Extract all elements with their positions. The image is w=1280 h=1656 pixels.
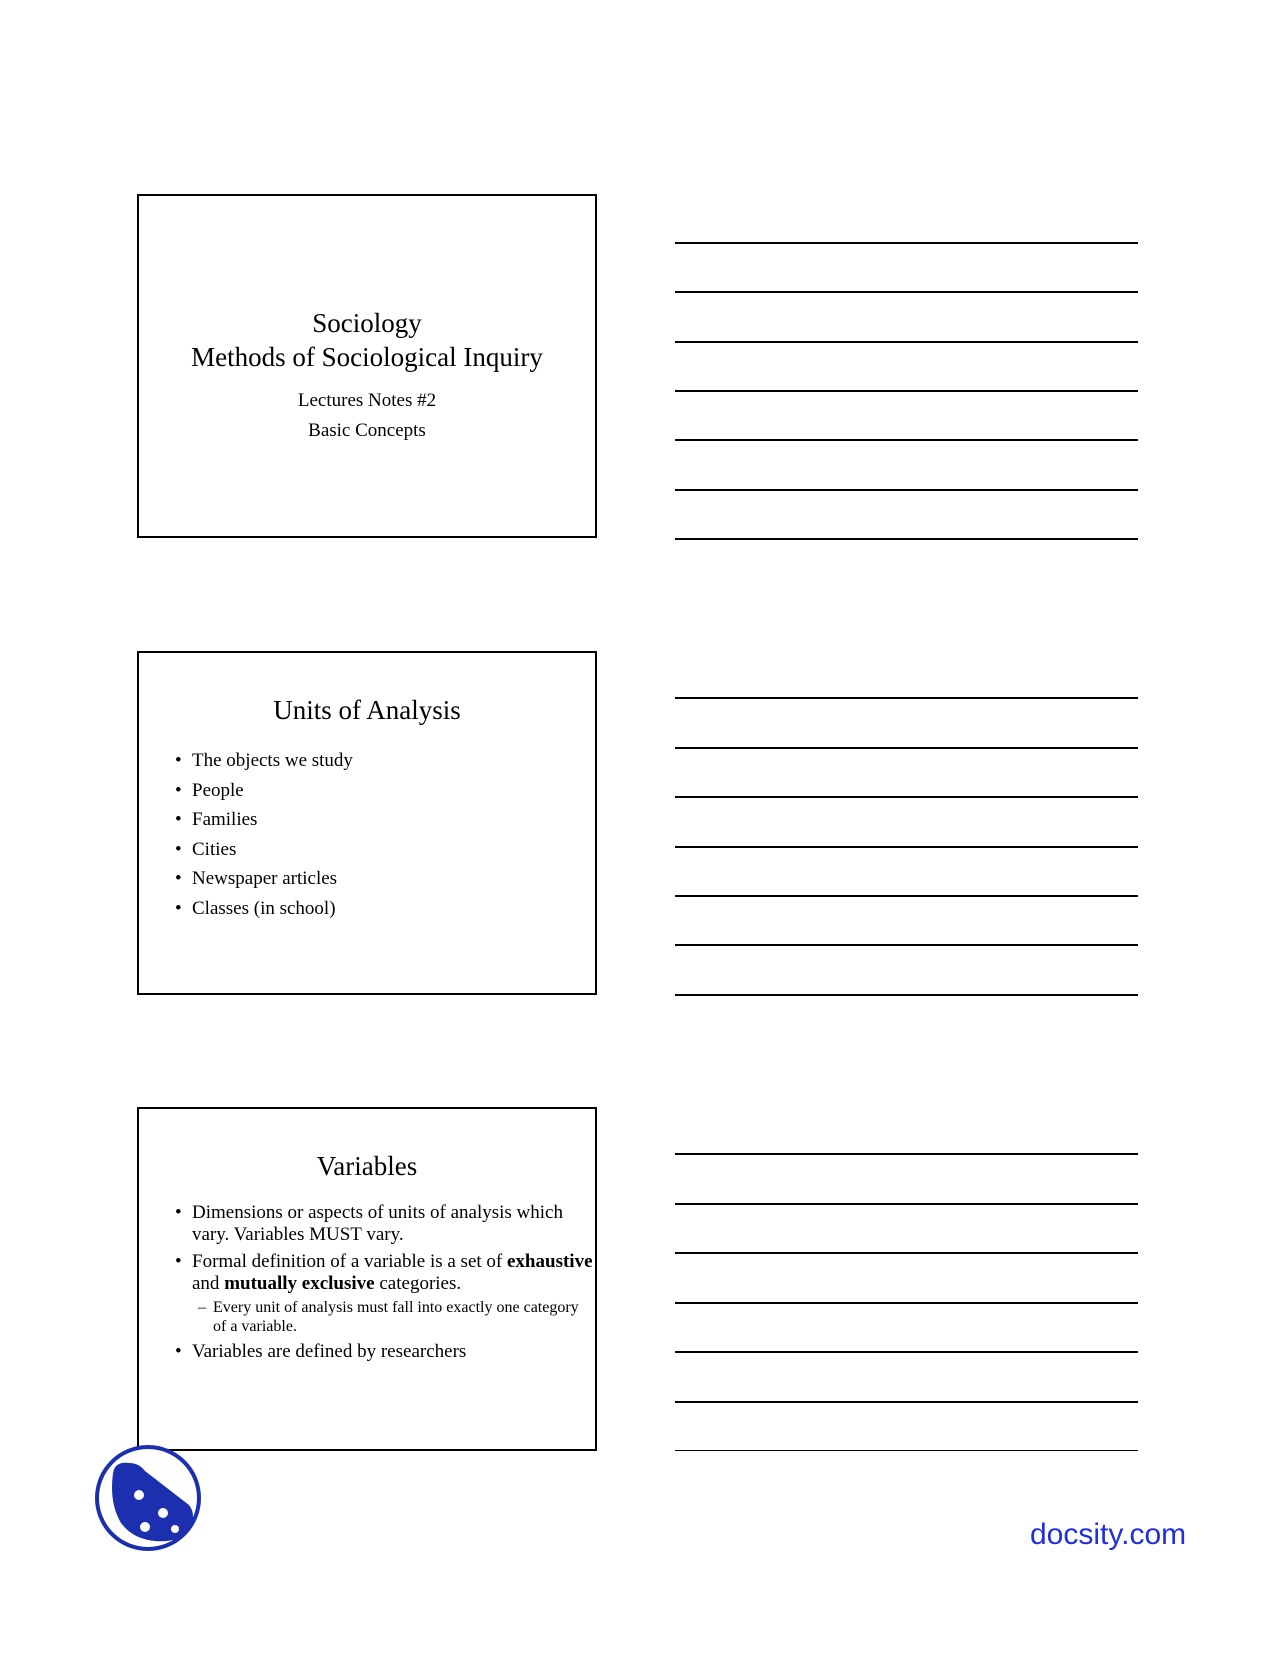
note-line [675,1302,1138,1304]
lecture-number: Lectures Notes #2 [297,390,437,411]
bullet-item: • People [175,776,595,806]
brand-link[interactable]: docsity.com [1030,1518,1187,1551]
slide-heading: Units of Analysis [273,695,461,725]
bullet-list [139,746,595,923]
bold-term-mutually-exclusive: mutually exclusive [224,1273,375,1294]
note-line [675,1450,1138,1451]
lecture-topic: Basic Concepts [308,420,426,441]
note-line [675,846,1138,848]
bullet-item: • Classes (in school) [175,894,595,924]
definition-text: categories. [374,1273,462,1294]
note-line [675,242,1138,244]
docsity-logo-icon[interactable] [93,1443,203,1553]
slide-2 [137,651,597,995]
note-line [675,341,1138,343]
title-block [139,306,595,446]
bullet-item: • Dimensions or aspects of units of analysis which vary. Variables MUST vary. [175,1202,595,1246]
note-line [675,895,1138,897]
slide-1 [137,194,597,538]
bullet-item: • The objects we study [175,746,595,776]
note-line [675,439,1138,441]
note-line [675,796,1138,798]
note-line [675,489,1138,491]
bullet-item [175,1251,595,1336]
note-line [675,538,1138,540]
note-line [675,1252,1138,1254]
note-line [675,390,1138,392]
note-line [675,1351,1138,1353]
bullet-item: • Variables are defined by researchers [175,1341,595,1363]
sub-bullet-item: – Every unit of analysis must fall into exactly one category of a variable. [198,1298,595,1336]
note-line [675,1401,1138,1403]
sub-bullet-list [192,1298,595,1336]
bullet-item: • Cities [175,835,595,865]
slide-heading: Variables [316,1151,418,1181]
note-line [675,994,1138,996]
note-line [675,747,1138,749]
note-line [675,697,1138,699]
note-line [675,291,1138,293]
definition-text: Formal definition of a variable is a set of [192,1251,507,1272]
bullet-item: • Newspaper articles [175,864,595,894]
bullet-list [139,1202,595,1363]
bold-term-exhaustive: exhaustive [507,1251,593,1272]
slide-subtitle: Methods of Sociological Inquiry [191,342,543,372]
bullet-item: • Families [175,805,595,835]
note-line [675,944,1138,946]
slide-3 [137,1107,597,1451]
note-line [675,1203,1138,1205]
slide-title: Sociology [312,308,422,338]
note-line [675,1153,1138,1155]
definition-text: and [192,1273,225,1294]
